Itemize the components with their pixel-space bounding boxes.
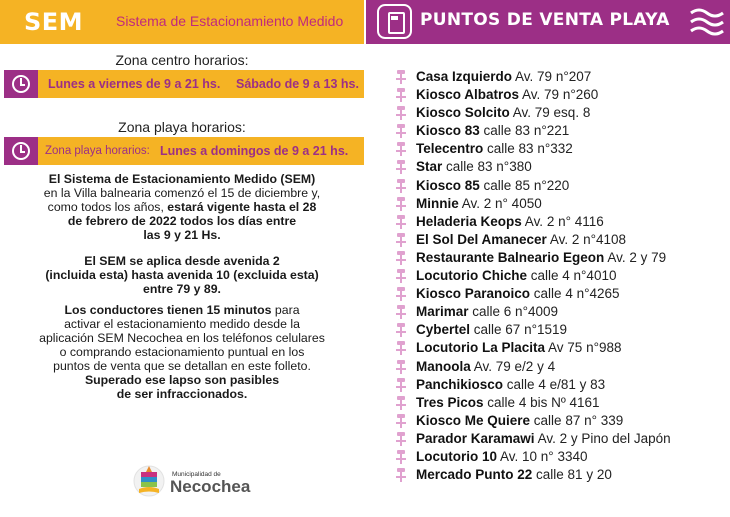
- p2-line-c: entre 79 y 89.: [143, 282, 221, 296]
- pin-icon: [396, 305, 406, 319]
- point-name: Locutorio 10: [416, 448, 498, 464]
- p1-line-c1: como todos los años,: [47, 200, 168, 214]
- pin-icon: [396, 70, 406, 84]
- centro-hours-bar: [4, 70, 364, 98]
- info-paragraph-3: [10, 303, 354, 401]
- playa-title: Zona playa horarios:: [118, 119, 246, 135]
- info-paragraph-1: [10, 172, 354, 242]
- point-address: calle 83 n°221: [479, 123, 570, 139]
- point-name: Kiosco Me Quiere: [416, 412, 531, 428]
- ticket-machine-icon: [377, 4, 412, 39]
- point-address: calle 4 e/81 y 83: [503, 376, 606, 392]
- point-name: Kiosco 85: [416, 177, 480, 193]
- point-address: Av 75 n°988: [545, 340, 622, 356]
- pin-icon: [396, 233, 406, 247]
- playa-hours-bar: [4, 137, 364, 165]
- point-name: Minnie: [416, 195, 459, 211]
- sem-logo: SEM: [24, 8, 84, 36]
- point-name: Locutorio La Placita: [416, 340, 546, 356]
- pin-icon: [396, 142, 406, 156]
- point-address: Av. 10 n° 3340: [497, 448, 588, 464]
- point-address: calle 67 n°1519: [470, 322, 568, 338]
- p1-line-c2: estará vigente hasta el 28: [167, 200, 317, 214]
- centro-saturday: Sábado de 9 a 13 hs.: [236, 77, 359, 91]
- header-title: PUNTOS DE VENTA PLAYA: [420, 10, 670, 30]
- point-name: Mercado Punto 22: [416, 467, 533, 483]
- point-address: calle 87 n° 339: [530, 412, 624, 428]
- p3-line-e: puntos de venta que se detallan en este folleto.: [53, 359, 311, 373]
- point-name: Kiosco 83: [416, 123, 480, 139]
- p1-line-a: El Sistema de Estacionamiento Medido (SEM): [48, 172, 316, 186]
- point-name: Manoola: [416, 358, 471, 374]
- p3-line-b: activar el estacionamiento medido desde la: [64, 317, 300, 331]
- p3-line-c: aplicación SEM Necochea en los teléfonos celulares: [39, 331, 325, 345]
- point-address: Av. 2 y Pino del Japón: [534, 430, 671, 446]
- point-name: Kiosco Solcito: [416, 105, 510, 121]
- p3-line-d: o comprando estacionamiento puntual en los: [59, 345, 305, 359]
- point-name: Tres Picos: [416, 394, 484, 410]
- p3-line-g: de ser infraccionados.: [116, 387, 248, 401]
- pin-icon: [396, 287, 406, 301]
- point-address: Av. 2 n° 4116: [521, 213, 604, 229]
- pin-icon: [396, 468, 406, 482]
- info-paragraph-2: [10, 254, 354, 296]
- point-address: calle 85 n°220: [479, 177, 570, 193]
- pin-icon: [396, 323, 406, 337]
- point-name: El Sol Del Amanecer: [416, 231, 547, 247]
- point-name: Heladeria Keops: [416, 213, 522, 229]
- pin-icon: [396, 160, 406, 174]
- pin-icon: [396, 251, 406, 265]
- point-address: Av. 2 n°4108: [546, 231, 627, 247]
- logo-small-text: Municipalidad de: [172, 471, 221, 478]
- centro-weekdays: Lunes a viernes de 9 a 21 hs.: [48, 77, 221, 91]
- pin-icon: [396, 414, 406, 428]
- pin-icon: [396, 88, 406, 102]
- pin-icon: [396, 360, 406, 374]
- point-name: Panchikiosco: [416, 376, 504, 392]
- p3-line-a2: para: [271, 303, 300, 317]
- point-name: Cybertel: [416, 322, 471, 338]
- sem-subtitle: Sistema de Estacionamiento Medido: [116, 13, 344, 29]
- p2-line-b: (incluida esta) hasta avenida 10 (excluida esta): [45, 268, 319, 282]
- pin-icon: [396, 124, 406, 138]
- left-header: [0, 0, 364, 44]
- point-name: Kiosco Paranoico: [416, 286, 531, 302]
- p3-line-a1: Los conductores tienen 15 minutos: [64, 303, 272, 317]
- point-address: Av. 2 n° 4050: [458, 195, 542, 211]
- point-address: calle 4 n°4265: [530, 286, 620, 302]
- municipality-logo: [132, 463, 166, 497]
- point-address: Av. 79 e/2 y 4: [470, 358, 556, 374]
- point-name: Parador Karamawi: [416, 430, 535, 446]
- pin-icon: [396, 396, 406, 410]
- playa-label: Zona playa horarios:: [45, 145, 150, 157]
- point-address: Av. 2 y 79: [604, 249, 667, 265]
- clock-icon: [4, 137, 38, 165]
- p1-line-e: las 9 y 21 Hs.: [143, 228, 221, 242]
- p1-line-d: de febrero de 2022 todos los días entre: [67, 214, 297, 228]
- centro-title: Zona centro horarios:: [115, 52, 249, 68]
- point-name: Kiosco Albatros: [416, 87, 520, 103]
- p2-line-a: El SEM se aplica desde avenida 2: [84, 254, 280, 268]
- point-address: calle 83 n°380: [442, 159, 532, 175]
- pin-icon: [396, 179, 406, 193]
- point-name: Restaurante Balneario Egeon: [416, 249, 605, 265]
- p1-line-b: en la Villa balnearia comenzó el 15 de diciembre y,: [43, 186, 321, 200]
- pin-icon: [396, 106, 406, 120]
- point-address: Av. 79 esq. 8: [509, 105, 591, 121]
- point-name: Locutorio Chiche: [416, 268, 527, 284]
- pin-icon: [396, 378, 406, 392]
- waves-icon: [690, 8, 724, 36]
- pin-icon: [396, 450, 406, 464]
- point-address: calle 6 n°4009: [468, 304, 558, 320]
- pin-icon: [396, 432, 406, 446]
- point-name: Telecentro: [416, 141, 484, 157]
- logo-city-name: Necochea: [170, 477, 251, 496]
- point-name: Casa Izquierdo: [416, 69, 513, 84]
- pin-icon: [396, 341, 406, 355]
- point-name: Star: [416, 159, 443, 175]
- playa-schedule: Lunes a domingos de 9 a 21 hs.: [160, 144, 349, 158]
- p3-line-f: Superado ese lapso son pasibles: [84, 373, 280, 387]
- pin-icon: [396, 197, 406, 211]
- point-address: Av. 79 n°260: [519, 87, 599, 103]
- point-address: calle 83 n°332: [483, 141, 573, 157]
- clock-icon: [4, 70, 38, 98]
- point-address: calle 4 bis Nº 4161: [483, 394, 600, 410]
- point-name: Marimar: [416, 304, 469, 320]
- point-address: calle 4 n°4010: [527, 268, 617, 284]
- point-address: calle 81 y 20: [532, 467, 612, 483]
- pin-icon: [396, 269, 406, 283]
- point-address: Av. 79 n°207: [512, 69, 592, 84]
- pin-icon: [396, 215, 406, 229]
